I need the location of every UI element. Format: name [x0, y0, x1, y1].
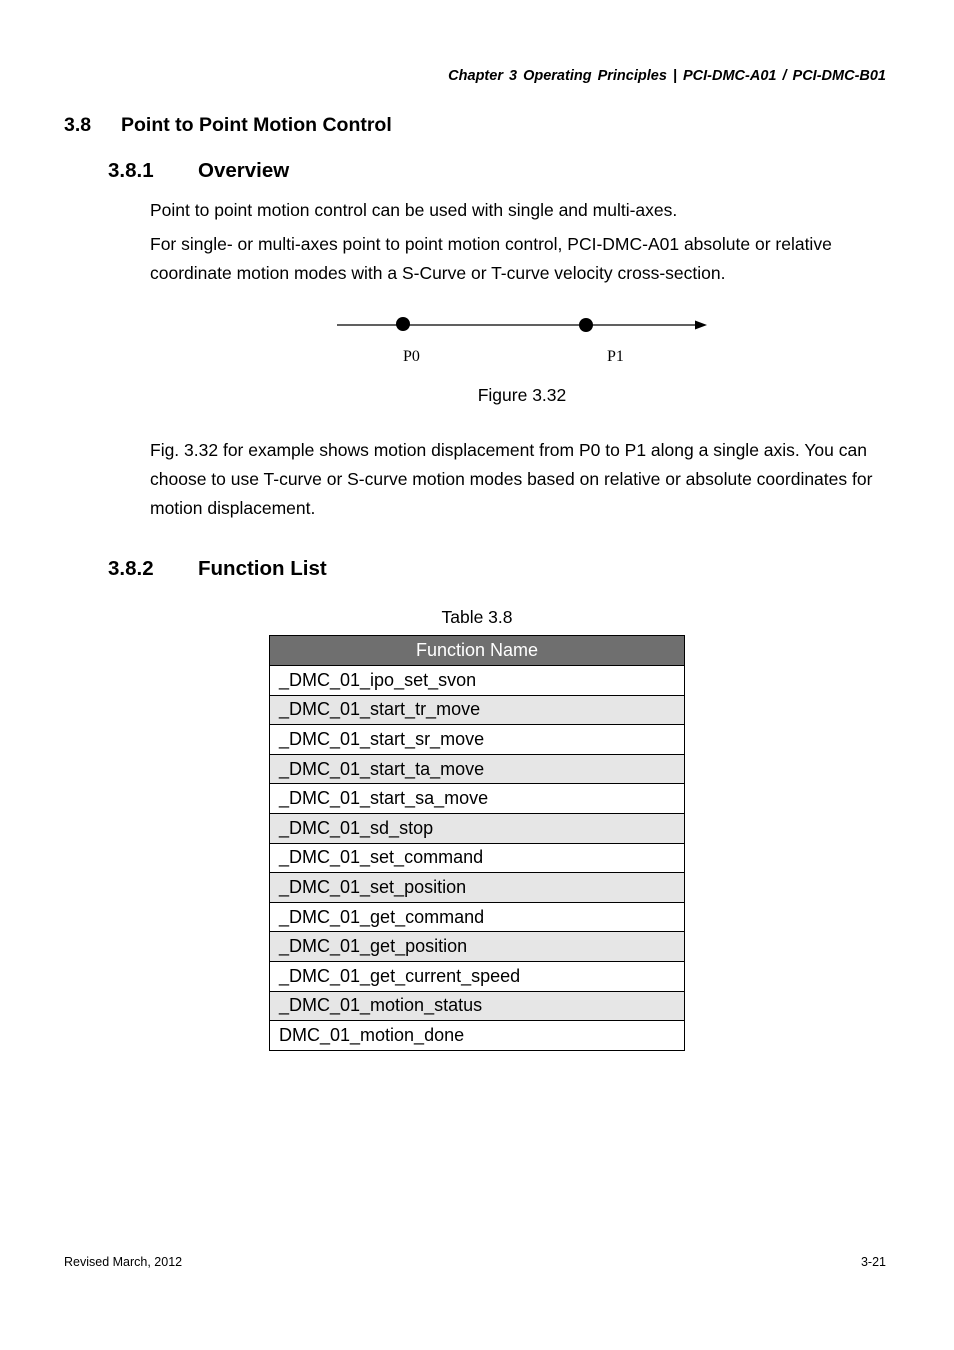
figure-3-32: [330, 306, 720, 365]
table-row: [270, 813, 685, 843]
figure-caption: Figure 3.32: [477, 385, 567, 405]
section-title: Point to Point Motion Control: [121, 114, 392, 136]
table-row: [270, 961, 685, 991]
overview-title: Overview: [198, 159, 290, 182]
footer-page-number: 3-21: [860, 1255, 886, 1269]
point-p0-label: P0: [403, 348, 420, 365]
function-list-heading: [108, 557, 327, 581]
function-list-number: 3.8.2: [108, 557, 154, 580]
function-name-cell: _DMC_01_sd_stop: [270, 813, 685, 843]
figure-description: Fig. 3.32 for example shows motion displacement from P0 to P1 along a single axis. You can choose to use T-curve or S-curve motion modes based on relative or absolute coordinates for motion displacement.: [150, 440, 873, 518]
page-header: Chapter 3 Operating Principles | PCI-DMC-A01 / PCI-DMC-B01: [448, 68, 886, 84]
table-row: [270, 1021, 685, 1051]
function-name-cell: _DMC_01_motion_status: [270, 991, 685, 1021]
table-row: [270, 843, 685, 873]
axis-arrowhead: [695, 321, 707, 330]
function-list-title: Function List: [198, 557, 327, 580]
point-p1-marker: [579, 318, 593, 332]
point-p1-label: P1: [607, 348, 624, 365]
function-name-cell: _DMC_01_set_command: [270, 843, 685, 873]
point-p0-marker: [396, 317, 410, 331]
overview-number: 3.8.1: [108, 159, 154, 182]
function-name-cell: _DMC_01_get_position: [270, 932, 685, 962]
section-heading: [64, 114, 392, 137]
overview-paragraph-1: Point to point motion control can be used with single and multi-axes.: [150, 200, 678, 220]
function-name-cell: DMC_01_motion_done: [270, 1021, 685, 1051]
column-header-function-name: Function Name: [270, 636, 685, 666]
table-row: [270, 873, 685, 903]
function-name-cell: _DMC_01_get_command: [270, 902, 685, 932]
function-name-cell: _DMC_01_start_tr_move: [270, 695, 685, 725]
function-name-cell: _DMC_01_start_sa_move: [270, 784, 685, 814]
table-row: [270, 725, 685, 755]
function-name-cell: _DMC_01_start_sr_move: [270, 725, 685, 755]
function-table: [269, 635, 685, 1051]
function-name-cell: _DMC_01_ipo_set_svon: [270, 666, 685, 696]
function-name-cell: _DMC_01_start_ta_move: [270, 754, 685, 784]
table-caption: Table 3.8: [441, 607, 513, 627]
table-row: [270, 902, 685, 932]
overview-paragraph-2: For single- or multi-axes point to point motion control, PCI-DMC-A01 absolute or relative coordinate motion modes with a S-Curve or T-curve velocity cross-section.: [150, 234, 832, 283]
overview-heading: [108, 159, 289, 183]
table-row: [270, 695, 685, 725]
table-row: [270, 666, 685, 696]
table-row: [270, 991, 685, 1021]
footer-revision: Revised March, 2012: [64, 1255, 183, 1269]
function-name-cell: _DMC_01_set_position: [270, 873, 685, 903]
table-row: [270, 784, 685, 814]
table-header-row: [270, 636, 685, 666]
section-number: 3.8: [64, 114, 92, 136]
table-row: [270, 932, 685, 962]
function-name-cell: _DMC_01_get_current_speed: [270, 961, 685, 991]
table-row: [270, 754, 685, 784]
single-axis-diagram: [330, 306, 720, 346]
